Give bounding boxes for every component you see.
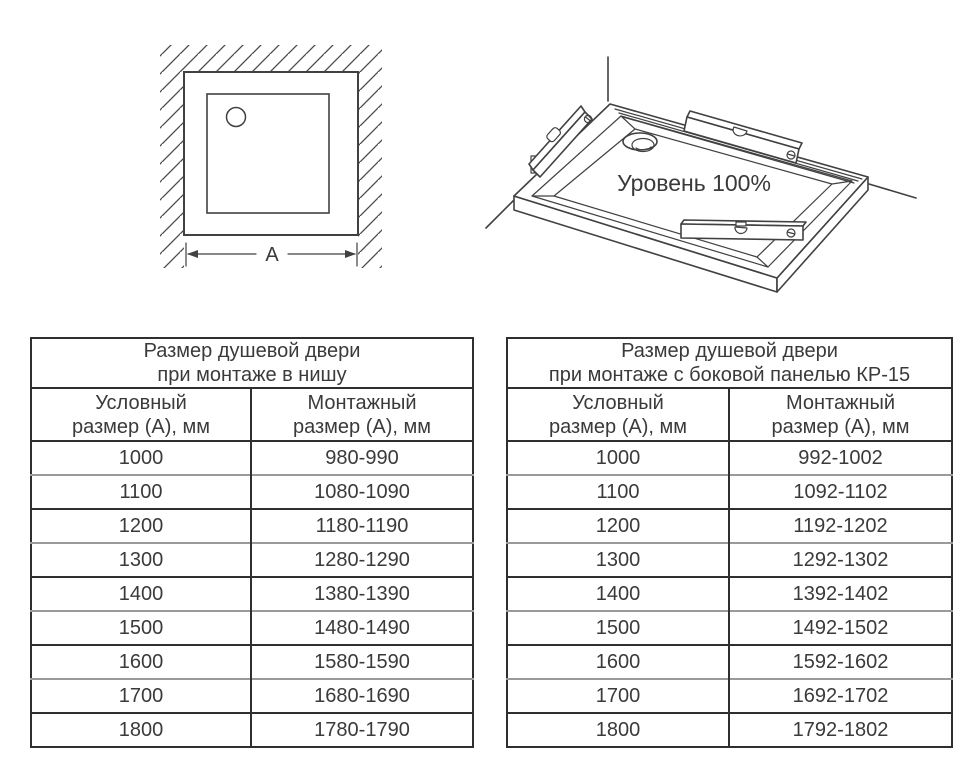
table-row [31,543,473,577]
table-header-row [507,388,952,441]
table-row [507,645,952,679]
cell-nominal-size: 1200 [507,509,729,543]
table-body [31,441,473,747]
cell-nominal-size: 1700 [507,679,729,713]
table-title-row [507,338,952,388]
table-row [507,509,952,543]
table-title-row [31,338,473,388]
table-niche-sizes [30,337,474,748]
table-row [507,679,952,713]
cell-mounting-size: 1680-1690 [251,679,473,713]
column-header-nominal: Условный размер (А), мм [507,388,729,441]
table-row [507,713,952,747]
table-side-panel-sizes [506,337,953,748]
cell-nominal-size: 1600 [507,645,729,679]
cell-nominal-size: 1800 [31,713,251,747]
cell-mounting-size: 1380-1390 [251,577,473,611]
cell-mounting-size: 1080-1090 [251,475,473,509]
table-row [31,475,473,509]
cell-mounting-size: 1580-1590 [251,645,473,679]
cell-nominal-size: 1000 [118,446,164,469]
table-row [31,611,473,645]
cell-nominal-size: 1400 [31,577,251,611]
table-row [507,543,952,577]
cell-nominal-size: 1600 [31,645,251,679]
cell-mounting-size: 1192-1202 [729,509,952,543]
table-title [507,338,952,388]
tray-outer-edge [184,72,358,235]
table-title-line2: при монтаже с боковой панелью КР-15 [548,364,911,386]
cell-mounting-size: 980-990 [251,441,473,475]
cell-nominal-size: 1500 [31,611,251,645]
level-caption: Уровень 100% [617,170,771,196]
cell-mounting-size: 1592-1602 [729,645,952,679]
table-row [31,509,473,543]
dimension-label: A [265,244,279,266]
cell-mounting-size: 992-1002 [729,441,952,475]
cell-nominal-size: 1000 [595,446,641,469]
table-row [31,645,473,679]
table-row [31,441,473,475]
table-row [31,713,473,747]
cell-nominal-size: 1400 [507,577,729,611]
cell-mounting-size: 1292-1302 [729,543,952,577]
cell-nominal-size: 1100 [507,475,729,509]
cell-mounting-size: 1492-1502 [729,611,952,645]
cell-mounting-size: 1780-1790 [251,713,473,747]
column-header-nominal: Условный размер (А), мм [31,388,251,441]
level-diagram [480,40,960,310]
cell-nominal-size: 1800 [507,713,729,747]
cell-nominal-size: 1300 [31,543,251,577]
cell-mounting-size: 1792-1802 [729,713,952,747]
table-body [507,441,952,747]
floor-line-left [486,200,514,228]
spirit-level-bottom [681,220,806,240]
table-title-line2: при монтаже в нишу [157,364,347,386]
cell-nominal-size: 1200 [31,509,251,543]
cell-nominal-size: 1300 [507,543,729,577]
cell-nominal-size: 1700 [31,679,251,713]
table-row [507,441,952,475]
table-row [31,577,473,611]
cell-mounting-size: 1180-1190 [251,509,473,543]
column-header-mounting: Монтажный размер (А), мм [729,388,952,441]
table-title [31,338,473,388]
cell-mounting-size: 1280-1290 [251,543,473,577]
table-title-line1: Размер душевой двери [621,340,838,362]
niche-diagram [140,30,400,290]
table-row [31,679,473,713]
table-row [507,611,952,645]
table-row [507,577,952,611]
column-header-mounting: Монтажный размер (А), мм [251,388,473,441]
table-title-line1: Размер душевой двери [143,340,361,362]
table-header-row [31,388,473,441]
cell-nominal-size: 1100 [31,475,251,509]
floor-line-right [869,184,916,198]
table-row [507,475,952,509]
cell-nominal-size: 1500 [507,611,729,645]
cell-mounting-size: 1092-1102 [729,475,952,509]
cell-mounting-size: 1692-1702 [729,679,952,713]
cell-mounting-size: 1480-1490 [251,611,473,645]
cell-mounting-size: 1392-1402 [729,577,952,611]
